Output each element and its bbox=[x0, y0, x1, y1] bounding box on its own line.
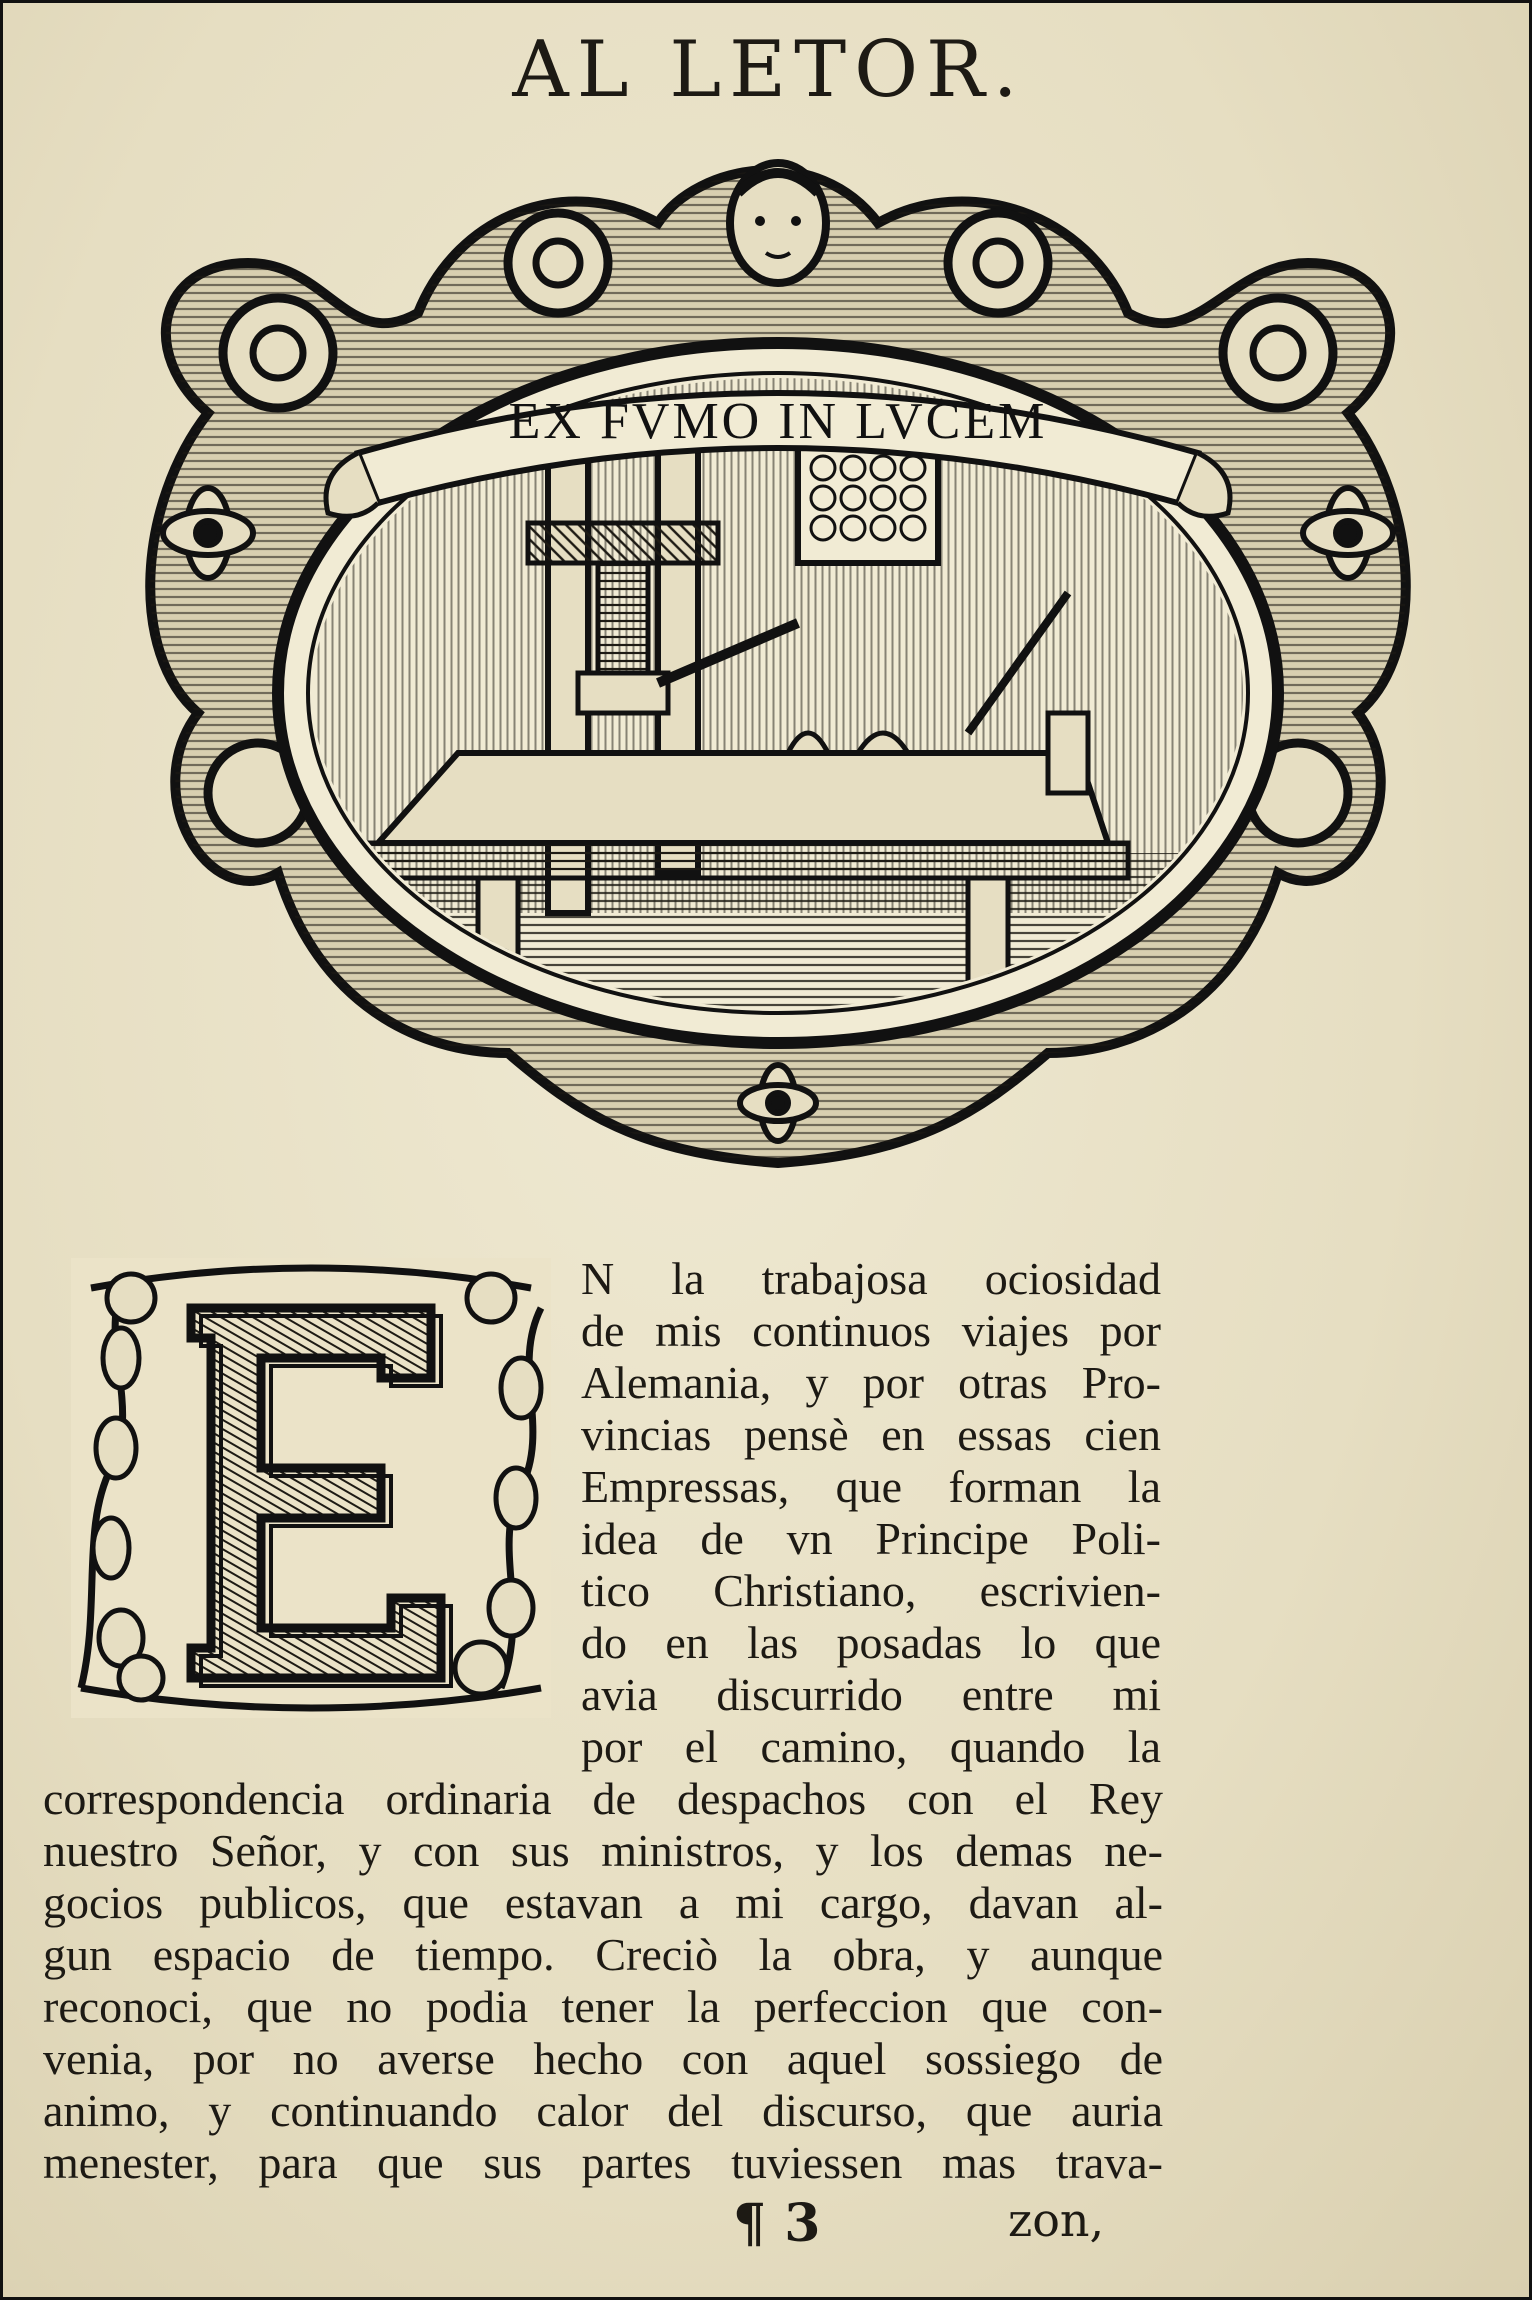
signature-mark: ¶ 3 bbox=[733, 2193, 821, 2254]
text-line: menester, para que sus partes tuviessen mas trava- bbox=[43, 2137, 1163, 2188]
emblem-motto: EX FVMO IN LVCEM bbox=[508, 393, 1048, 450]
text-line: gun espacio de tiempo. Creciò la obra, y aunque bbox=[43, 1929, 1163, 1980]
text-line: de mis continuos viajes por bbox=[581, 1305, 1161, 1356]
text-line: venia, por no averse hecho con aquel sossiego de bbox=[43, 2033, 1163, 2084]
catchword: zon, bbox=[1008, 2193, 1105, 2247]
text-line: do en las posadas lo que bbox=[581, 1617, 1161, 1668]
text-line: avia discurrido entre mi bbox=[581, 1669, 1161, 1720]
text-line: idea de vn Principe Poli- bbox=[581, 1513, 1161, 1564]
text-line: gocios publicos, que estavan a mi cargo, davan al- bbox=[43, 1877, 1163, 1928]
text-line: reconoci, que no podia tener la perfeccion que con- bbox=[43, 1981, 1163, 2032]
text-line: animo, y continuando calor del discurso, que auria bbox=[43, 2085, 1163, 2136]
printing-press-emblem bbox=[98, 153, 1458, 1183]
text-line: nuestro Señor, y con sus ministros, y los demas ne- bbox=[43, 1825, 1163, 1876]
running-head: AL LETOR. bbox=[512, 25, 1026, 115]
text-line: Alemania, y por otras Pro- bbox=[581, 1357, 1161, 1408]
text-line: vincias pensè en essas cien bbox=[581, 1409, 1161, 1460]
text-line: por el camino, quando la bbox=[581, 1721, 1161, 1772]
text-line: tico Christiano, escrivien- bbox=[581, 1565, 1161, 1616]
text-line: correspondencia ordinaria de despachos con el Rey bbox=[43, 1773, 1163, 1824]
text-line: Empressas, que forman la bbox=[581, 1461, 1161, 1512]
decorated-initial bbox=[61, 1248, 561, 1728]
text-line: N la trabajosa ociosidad bbox=[581, 1253, 1161, 1304]
